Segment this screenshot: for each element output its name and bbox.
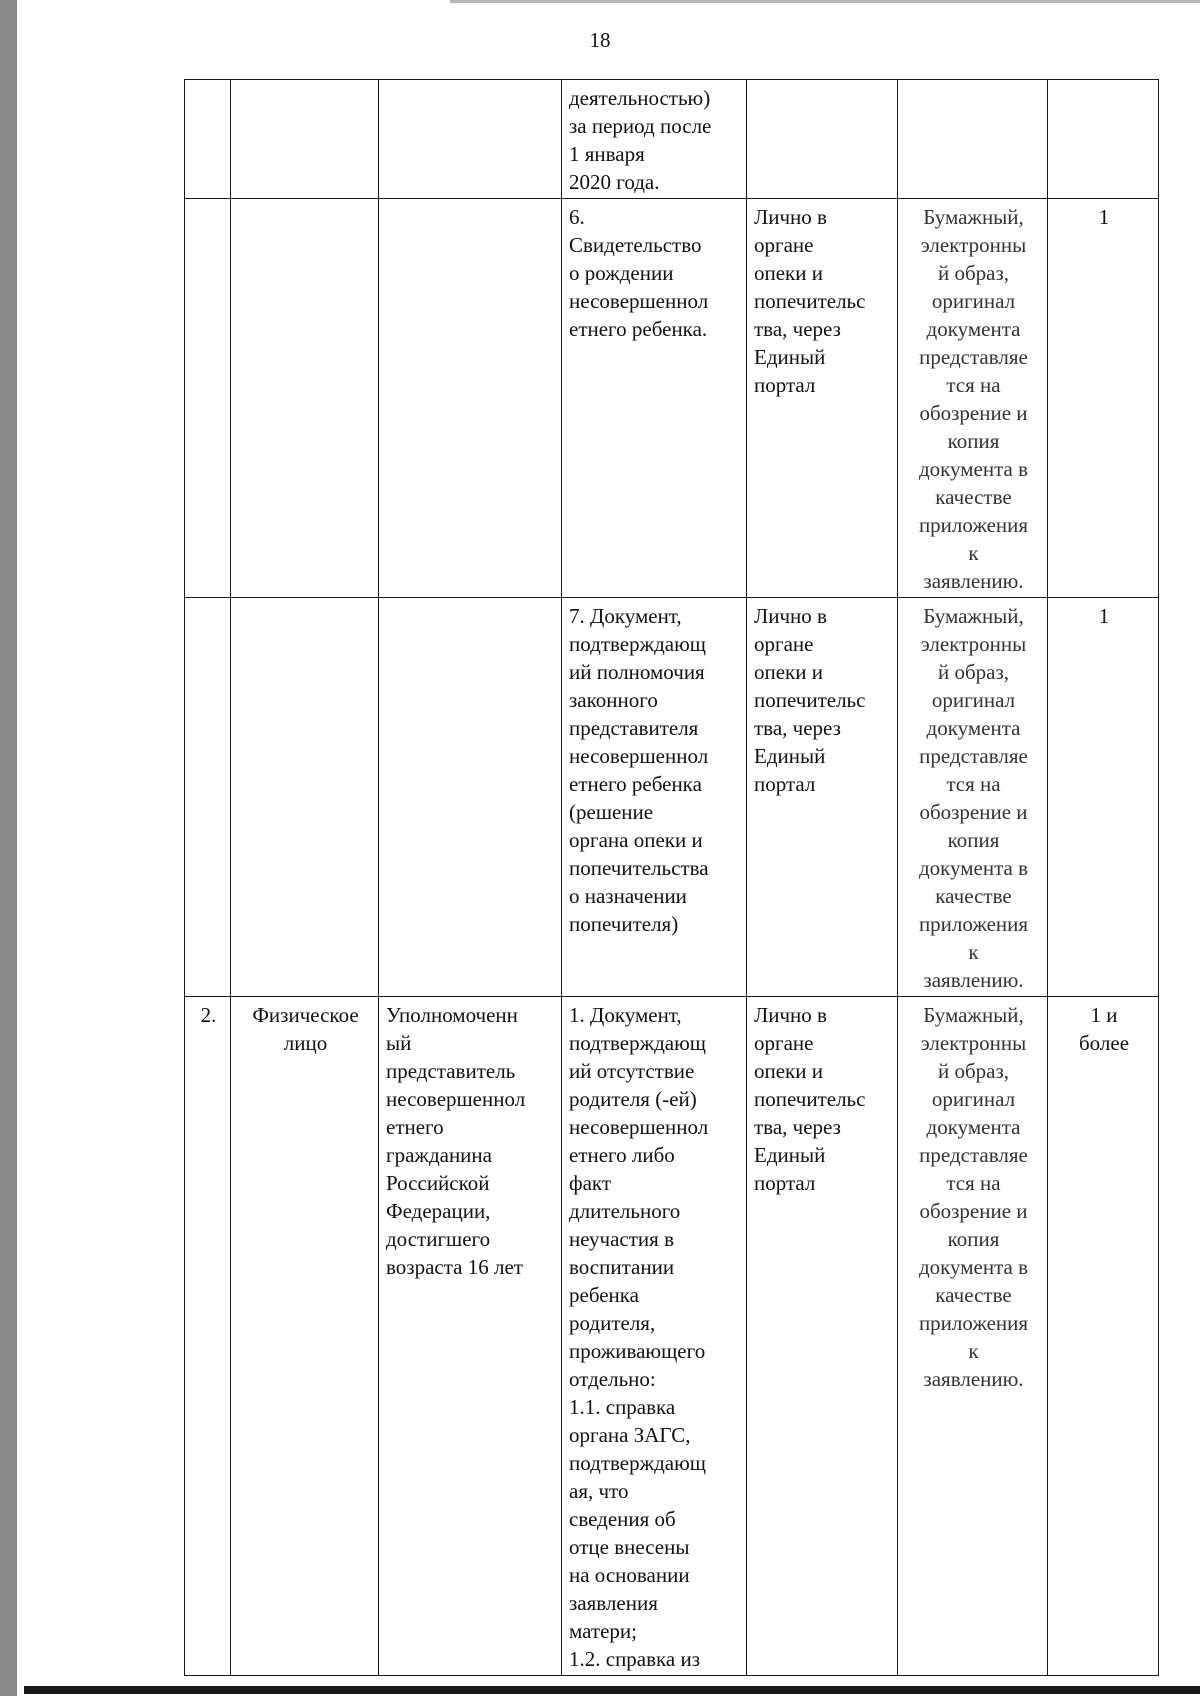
cell-representative	[379, 199, 562, 598]
cell-form	[898, 80, 1048, 199]
cell-document: деятельностью) за период после 1 января 2020 года.	[562, 80, 747, 199]
page-number-text: 18	[589, 28, 611, 52]
cell-applicant	[231, 199, 379, 598]
cell-form: Бумажный, электронны й образ, оригинал документа представляе тся на обозрение и копия документа в качестве приложения к заявлению.	[898, 598, 1048, 997]
cell-applicant	[231, 80, 379, 199]
cell-num	[185, 199, 231, 598]
cell-method: Лично в органе опеки и попечительс тва, через Единый портал	[747, 997, 898, 1676]
cell-method: Лично в органе опеки и попечительс тва, через Единый портал	[747, 598, 898, 997]
cell-form: Бумажный, электронны й образ, оригинал документа представляе тся на обозрение и копия документа в качестве приложения к заявлению.	[898, 199, 1048, 598]
cell-quantity	[1048, 80, 1159, 199]
cell-applicant	[231, 598, 379, 997]
table-row	[185, 199, 1159, 598]
cell-num	[185, 598, 231, 997]
cell-quantity: 1 и более	[1048, 997, 1159, 1676]
cell-applicant: Физическое лицо	[231, 997, 379, 1676]
cell-method	[747, 80, 898, 199]
page-number	[0, 28, 1200, 53]
cell-method: Лично в органе опеки и попечительс тва, через Единый портал	[747, 199, 898, 598]
cell-representative: Уполномоченн ый представитель несовершеннол етнего гражданина Российской Федерации, достигшего возраста 16 лет	[379, 997, 562, 1676]
table-row	[185, 997, 1159, 1676]
table-row	[185, 80, 1159, 199]
cell-document: 6. Свидетельство о рождении несовершеннол етнего ребенка.	[562, 199, 747, 598]
cell-representative	[379, 80, 562, 199]
table-row	[185, 598, 1159, 997]
documents-table	[184, 79, 1159, 1676]
cell-quantity: 1	[1048, 598, 1159, 997]
cell-representative	[379, 598, 562, 997]
scan-edge-top	[450, 0, 1200, 3]
cell-num	[185, 80, 231, 199]
cell-quantity: 1	[1048, 199, 1159, 598]
cell-document: 7. Документ, подтверждающ ий полномочия законного представителя несовершеннол етнего ребенка (решение органа опеки и попечительства о назначении попечителя)	[562, 598, 747, 997]
cell-num: 2.	[185, 997, 231, 1676]
cell-form: Бумажный, электронны й образ, оригинал документа представляе тся на обозрение и копия документа в качестве приложения к заявлению.	[898, 997, 1048, 1676]
scan-edge-left	[0, 0, 17, 1696]
scan-edge-bottom	[24, 1686, 1200, 1694]
cell-document: 1. Документ, подтверждающ ий отсутствие родителя (-ей) несовершеннол етнего либо факт длительного неучастия в воспитании ребенка родителя, проживающего отдельно: 1.1. справка органа ЗАГС, подтверждающ ая, что сведения об отце внесены на основании заявления матери; 1.2. справка из	[562, 997, 747, 1676]
